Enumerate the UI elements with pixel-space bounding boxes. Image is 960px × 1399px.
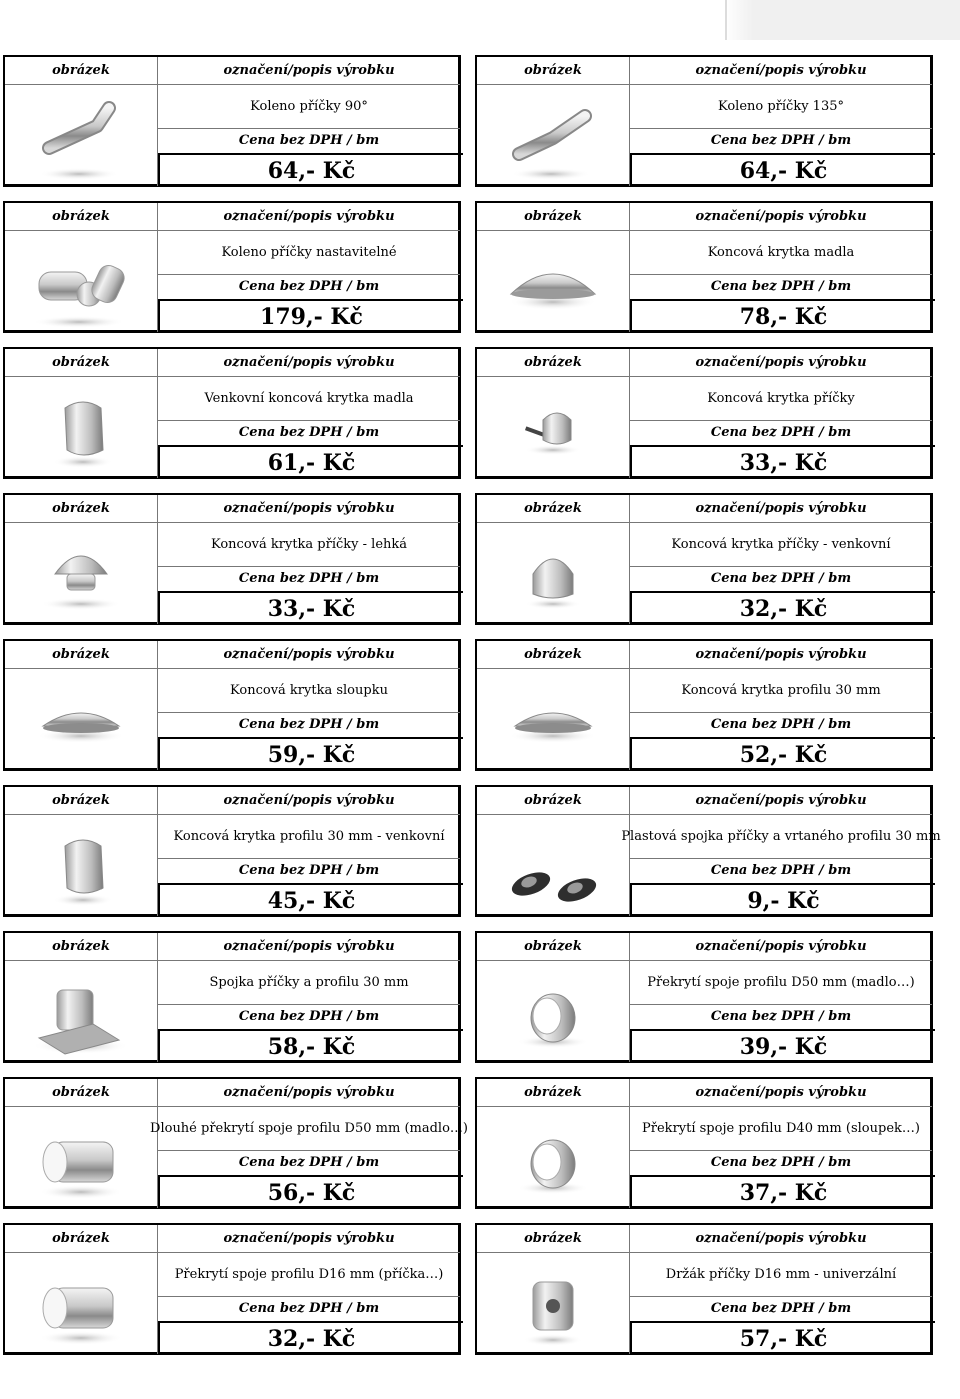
product-name: Koncová krytka madla xyxy=(707,245,855,260)
product-card xyxy=(3,55,461,187)
price-label: Cena bez DPH / bm xyxy=(710,717,852,732)
product-name: Plastová spojka příčky a vrtaného profilu 30 mm xyxy=(621,829,941,844)
product-description xyxy=(158,523,460,567)
price-label: Cena bez DPH / bm xyxy=(238,863,380,878)
description-column-header: označení/popis výrobku xyxy=(158,1079,460,1107)
product-card xyxy=(475,347,933,479)
product-name: Držák příčky D16 mm - univerzální xyxy=(665,1267,897,1282)
image-column-header: obrázek xyxy=(5,787,158,815)
description-column-header: označení/popis výrobku xyxy=(630,203,932,231)
product-image xyxy=(5,523,158,624)
image-column-header: obrázek xyxy=(477,1079,630,1107)
product-price: 45,- Kč xyxy=(158,883,463,916)
product-description xyxy=(630,85,932,129)
price-label: Cena bez DPH / bm xyxy=(238,279,380,294)
product-name: Koncová krytka příčky xyxy=(707,391,855,406)
product-image xyxy=(5,1253,158,1354)
product-price: 32,- Kč xyxy=(630,591,935,624)
outdoor-cap-icon xyxy=(9,378,154,478)
product-image xyxy=(477,669,630,770)
image-column-header: obrázek xyxy=(477,933,630,961)
product-description xyxy=(158,815,460,859)
image-column-header: obrázek xyxy=(477,495,630,523)
sleeve-icon xyxy=(9,1254,154,1354)
product-card xyxy=(3,1077,468,1209)
description-column-header: označení/popis výrobku xyxy=(158,349,460,377)
price-label: Cena bez DPH / bm xyxy=(710,863,852,878)
image-column-header: obrázek xyxy=(5,1225,158,1253)
ring-icon xyxy=(481,962,626,1062)
description-column-header: označení/popis výrobku xyxy=(158,933,460,961)
product-description xyxy=(621,815,941,859)
description-column-header: označení/popis výrobku xyxy=(158,495,460,523)
product-name: Koleno příčky 90° xyxy=(250,99,368,114)
product-name: Koleno příčky nastavitelné xyxy=(221,245,397,260)
product-image xyxy=(477,523,630,624)
holder-icon xyxy=(481,1254,626,1354)
product-image xyxy=(477,231,630,332)
description-column-header: označení/popis výrobku xyxy=(630,349,932,377)
product-description xyxy=(158,961,460,1005)
product-price: 56,- Kč xyxy=(158,1175,463,1208)
product-card xyxy=(475,201,933,333)
product-price: 179,- Kč xyxy=(158,299,463,332)
description-column-header: označení/popis výrobku xyxy=(630,641,932,669)
price-label: Cena bez DPH / bm xyxy=(710,133,852,148)
adjustable-elbow-icon xyxy=(9,232,154,332)
product-card xyxy=(475,1077,933,1209)
image-column-header: obrázek xyxy=(5,349,158,377)
product-price: 64,- Kč xyxy=(158,153,463,186)
image-column-header: obrázek xyxy=(477,57,630,85)
product-price: 61,- Kč xyxy=(158,445,463,478)
image-column-header: obrázek xyxy=(5,641,158,669)
price-label: Cena bez DPH / bm xyxy=(710,1155,852,1170)
bullet-cap-icon xyxy=(481,524,626,624)
outdoor-cap-icon xyxy=(9,816,154,916)
product-name: Dlouhé překrytí spoje profilu D50 mm (madlo…) xyxy=(150,1121,468,1136)
product-image xyxy=(5,231,158,332)
product-card xyxy=(475,55,933,187)
elbow-135-icon xyxy=(481,86,626,186)
price-label: Cena bez DPH / bm xyxy=(710,425,852,440)
product-price: 64,- Kč xyxy=(630,153,935,186)
description-column-header: označení/popis výrobku xyxy=(158,203,460,231)
connector-icon xyxy=(9,962,154,1062)
price-label: Cena bez DPH / bm xyxy=(238,425,380,440)
product-image xyxy=(477,377,630,478)
product-image xyxy=(5,669,158,770)
product-description xyxy=(630,523,932,567)
product-name: Venkovní koncová krytka madla xyxy=(204,391,414,406)
product-card xyxy=(475,639,933,771)
product-name: Koncová krytka příčky - lehká xyxy=(210,537,408,552)
product-card xyxy=(3,493,461,625)
price-label: Cena bez DPH / bm xyxy=(238,1301,380,1316)
product-card xyxy=(475,785,941,917)
image-column-header: obrázek xyxy=(477,787,630,815)
product-image xyxy=(477,815,630,916)
product-card xyxy=(3,931,461,1063)
product-image xyxy=(477,85,630,186)
product-name: Spojka příčky a profilu 30 mm xyxy=(209,975,409,990)
price-label: Cena bez DPH / bm xyxy=(238,1155,380,1170)
description-column-header: označení/popis výrobku xyxy=(630,787,932,815)
product-description xyxy=(630,1253,932,1297)
description-column-header: označení/popis výrobku xyxy=(158,1225,460,1253)
image-column-header: obrázek xyxy=(5,495,158,523)
product-card xyxy=(3,347,461,479)
product-image xyxy=(477,1107,630,1208)
product-card xyxy=(475,931,933,1063)
ring-icon xyxy=(481,1108,626,1208)
image-column-header: obrázek xyxy=(5,1079,158,1107)
product-image xyxy=(5,961,158,1062)
product-price: 32,- Kč xyxy=(158,1321,463,1354)
product-name: Koncová krytka profilu 30 mm - venkovní xyxy=(173,829,445,844)
product-price: 9,- Kč xyxy=(630,883,935,916)
product-image xyxy=(5,1107,158,1208)
sleeve-icon xyxy=(9,1108,154,1208)
price-label: Cena bez DPH / bm xyxy=(238,1009,380,1024)
image-column-header: obrázek xyxy=(477,641,630,669)
flat-dome-cap-icon xyxy=(9,670,154,770)
product-price: 57,- Kč xyxy=(630,1321,935,1354)
product-card xyxy=(3,201,461,333)
price-label: Cena bez DPH / bm xyxy=(238,717,380,732)
product-description xyxy=(630,669,932,713)
product-price: 33,- Kč xyxy=(630,445,935,478)
product-image xyxy=(5,377,158,478)
description-column-header: označení/popis výrobku xyxy=(158,787,460,815)
product-price: 39,- Kč xyxy=(630,1029,935,1062)
product-name: Překrytí spoje profilu D40 mm (sloupek…) xyxy=(642,1121,920,1136)
product-name: Překrytí spoje profilu D16 mm (příčka…) xyxy=(174,1267,444,1282)
product-card xyxy=(475,493,933,625)
description-column-header: označení/popis výrobku xyxy=(630,933,932,961)
product-description xyxy=(158,85,460,129)
price-label: Cena bez DPH / bm xyxy=(710,1301,852,1316)
product-image xyxy=(477,961,630,1062)
product-description xyxy=(630,377,932,421)
product-description xyxy=(630,1107,932,1151)
description-column-header: označení/popis výrobku xyxy=(158,641,460,669)
price-label: Cena bez DPH / bm xyxy=(710,571,852,586)
price-label: Cena bez DPH / bm xyxy=(238,571,380,586)
product-name: Koncová krytka příčky - venkovní xyxy=(671,537,891,552)
product-name: Koncová krytka profilu 30 mm xyxy=(681,683,881,698)
elbow-90-icon xyxy=(9,86,154,186)
description-column-header: označení/popis výrobku xyxy=(630,57,932,85)
image-column-header: obrázek xyxy=(477,1225,630,1253)
product-description xyxy=(150,1107,468,1151)
pin-cap-icon xyxy=(481,378,626,478)
product-card xyxy=(3,639,461,771)
product-description xyxy=(158,231,460,275)
product-price: 33,- Kč xyxy=(158,591,463,624)
product-card xyxy=(3,1223,461,1355)
description-column-header: označení/popis výrobku xyxy=(630,1225,932,1253)
product-image xyxy=(5,815,158,916)
product-name: Koncová krytka sloupku xyxy=(230,683,388,698)
description-column-header: označení/popis výrobku xyxy=(158,57,460,85)
image-column-header: obrázek xyxy=(477,203,630,231)
flat-dome-cap-icon xyxy=(481,670,626,770)
product-description xyxy=(630,231,932,275)
image-column-header: obrázek xyxy=(477,349,630,377)
product-price: 52,- Kč xyxy=(630,737,935,770)
product-description xyxy=(630,961,932,1005)
mushroom-cap-icon xyxy=(9,524,154,624)
price-label: Cena bez DPH / bm xyxy=(238,133,380,148)
description-column-header: označení/popis výrobku xyxy=(630,1079,932,1107)
product-card xyxy=(3,785,461,917)
product-name: Koleno příčky 135° xyxy=(717,99,844,114)
image-column-header: obrázek xyxy=(5,203,158,231)
price-label: Cena bez DPH / bm xyxy=(710,1009,852,1024)
image-column-header: obrázek xyxy=(5,933,158,961)
product-price: 37,- Kč xyxy=(630,1175,935,1208)
product-description xyxy=(158,1253,460,1297)
product-description xyxy=(158,669,460,713)
product-description xyxy=(158,377,460,421)
dome-cap-icon xyxy=(481,232,626,332)
price-label: Cena bez DPH / bm xyxy=(710,279,852,294)
product-image xyxy=(5,85,158,186)
plastic-connector-icon xyxy=(481,816,626,916)
product-price: 59,- Kč xyxy=(158,737,463,770)
product-image xyxy=(477,1253,630,1354)
description-column-header: označení/popis výrobku xyxy=(630,495,932,523)
image-column-header: obrázek xyxy=(5,57,158,85)
product-card xyxy=(475,1223,933,1355)
product-price: 78,- Kč xyxy=(630,299,935,332)
product-price: 58,- Kč xyxy=(158,1029,463,1062)
product-name: Překrytí spoje profilu D50 mm (madlo…) xyxy=(647,975,915,990)
